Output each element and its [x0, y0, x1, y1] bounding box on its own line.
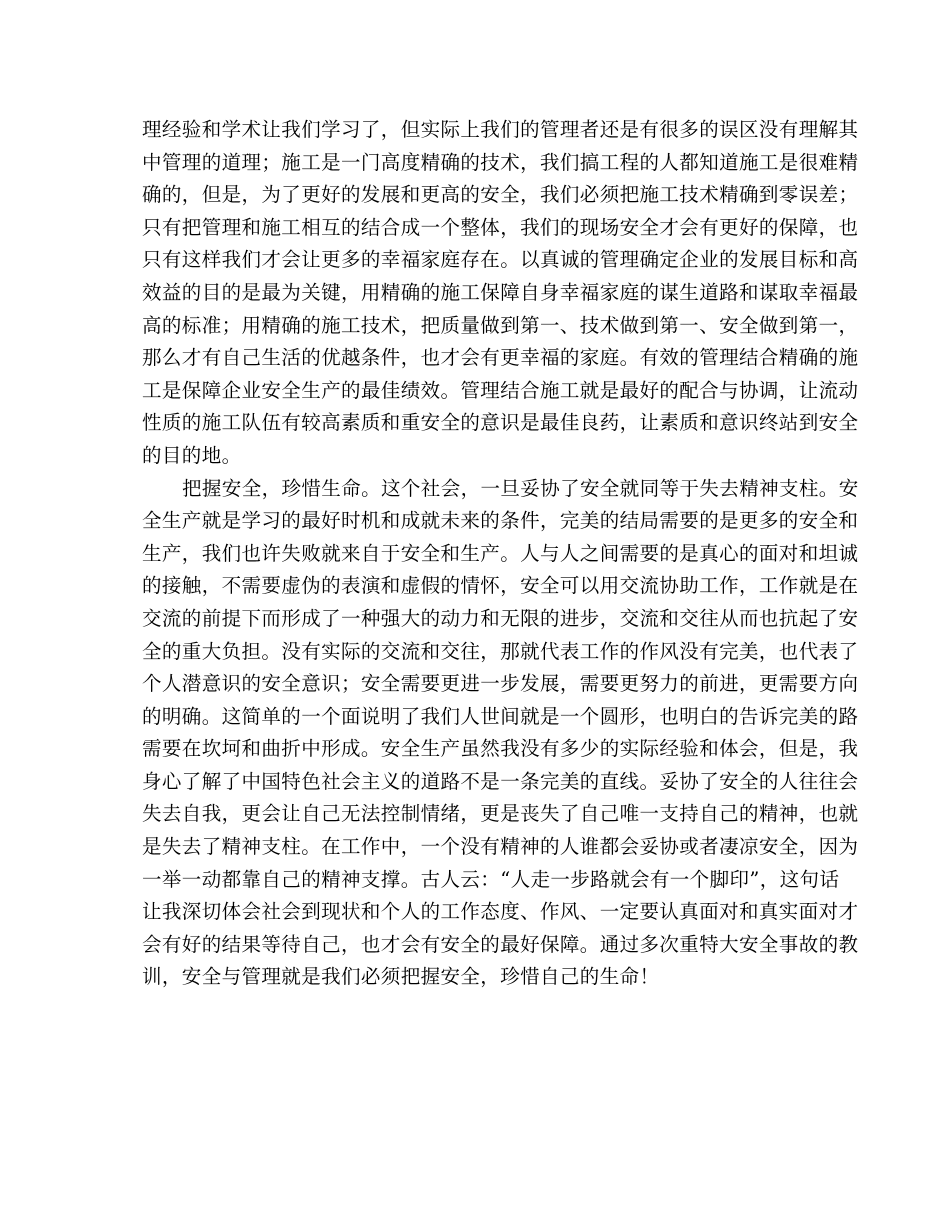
text-line: 性质的施工队伍有较高素质和重安全的意识是最佳良药，让素质和意识终站到安全 [142, 411, 859, 435]
text-line: 个人潜意识的安全意识；安全需要更进一步发展，需要更努力的前进，更需要方向 [142, 672, 859, 696]
text-line: 是失去了精神支柱。在工作中，一个没有精神的人谁都会妥协或者凄凉安全，因为 [142, 835, 859, 859]
text-line: 效益的目的是最为关键，用精确的施工保障自身幸福家庭的谋生道路和谋取幸福最 [142, 280, 859, 304]
text-line: 的目的地。 [142, 443, 242, 467]
paragraph-2 [142, 473, 859, 995]
text-line: 需要在坎坷和曲折中形成。安全生产虽然我没有多少的实际经验和体会，但是，我 [142, 737, 859, 761]
text-line: 那么才有自己生活的优越条件，也才会有更幸福的家庭。有效的管理结合精确的施 [142, 346, 859, 370]
paragraph-1 [142, 114, 859, 473]
document-body [142, 114, 859, 994]
text-line: 的接触，不需要虚伪的表演和虚假的情怀，安全可以用交流协助工作，工作就是在 [142, 574, 859, 598]
text-line: 中管理的道理；施工是一门高度精确的技术，我们搞工程的人都知道施工是很难精 [142, 150, 859, 174]
text-line: 把握安全，珍惜生命。这个社会，一旦妥协了安全就同等于失去精神支柱。安 [182, 476, 859, 500]
text-line: 全生产就是学习的最好时机和成就未来的条件，完美的结局需要的是更多的安全和 [142, 509, 859, 533]
text-line: 训，安全与管理就是我们必须把握安全，珍惜自己的生命！ [142, 965, 660, 989]
text-line: 的明确。这简单的一个面说明了我们人世间就是一个圆形，也明白的告诉完美的路 [142, 704, 859, 728]
text-line: 身心了解了中国特色社会主义的道路不是一条完美的直线。妥协了安全的人往往会 [142, 769, 859, 793]
text-line: 一举一动都靠自己的精神支撑。古人云：“人走一步路就会有一个脚印”，这句话 [142, 867, 840, 891]
text-line: 高的标准；用精确的施工技术，把质量做到第一、技术做到第一、安全做到第一， [142, 313, 859, 337]
text-line: 理经验和学术让我们学习了，但实际上我们的管理者还是有很多的误区没有理解其 [142, 118, 859, 141]
text-line: 只有把管理和施工相互的结合成一个整体，我们的现场安全才会有更好的保障，也 [142, 215, 859, 239]
text-line: 交流的前提下而形成了一种强大的动力和无限的进步，交流和交往从而也抗起了安 [142, 606, 859, 630]
text-line: 失去自我，更会让自己无法控制情绪，更是丧失了自己唯一支持自己的精神，也就 [142, 802, 859, 826]
text-line: 会有好的结果等待自己，也才会有安全的最好保障。通过多次重特大安全事故的教 [142, 932, 859, 956]
text-line: 生产，我们也许失败就来自于安全和生产。人与人之间需要的是真心的面对和坦诚 [142, 541, 859, 565]
text-line: 让我深切体会社会到现状和个人的工作态度、作风、一定要认真面对和真实面对才 [142, 900, 859, 924]
text-line: 全的重大负担。没有实际的交流和交往，那就代表工作的作风没有完美，也代表了 [142, 639, 859, 663]
text-line: 确的，但是，为了更好的发展和更高的安全，我们必须把施工技术精确到零误差； [142, 183, 859, 207]
text-line: 工是保障企业安全生产的最佳绩效。管理结合施工就是最好的配合与协调，让流动 [142, 378, 859, 402]
text-line: 只有这样我们才会让更多的幸福家庭存在。以真诚的管理确定企业的发展目标和高 [142, 248, 859, 272]
